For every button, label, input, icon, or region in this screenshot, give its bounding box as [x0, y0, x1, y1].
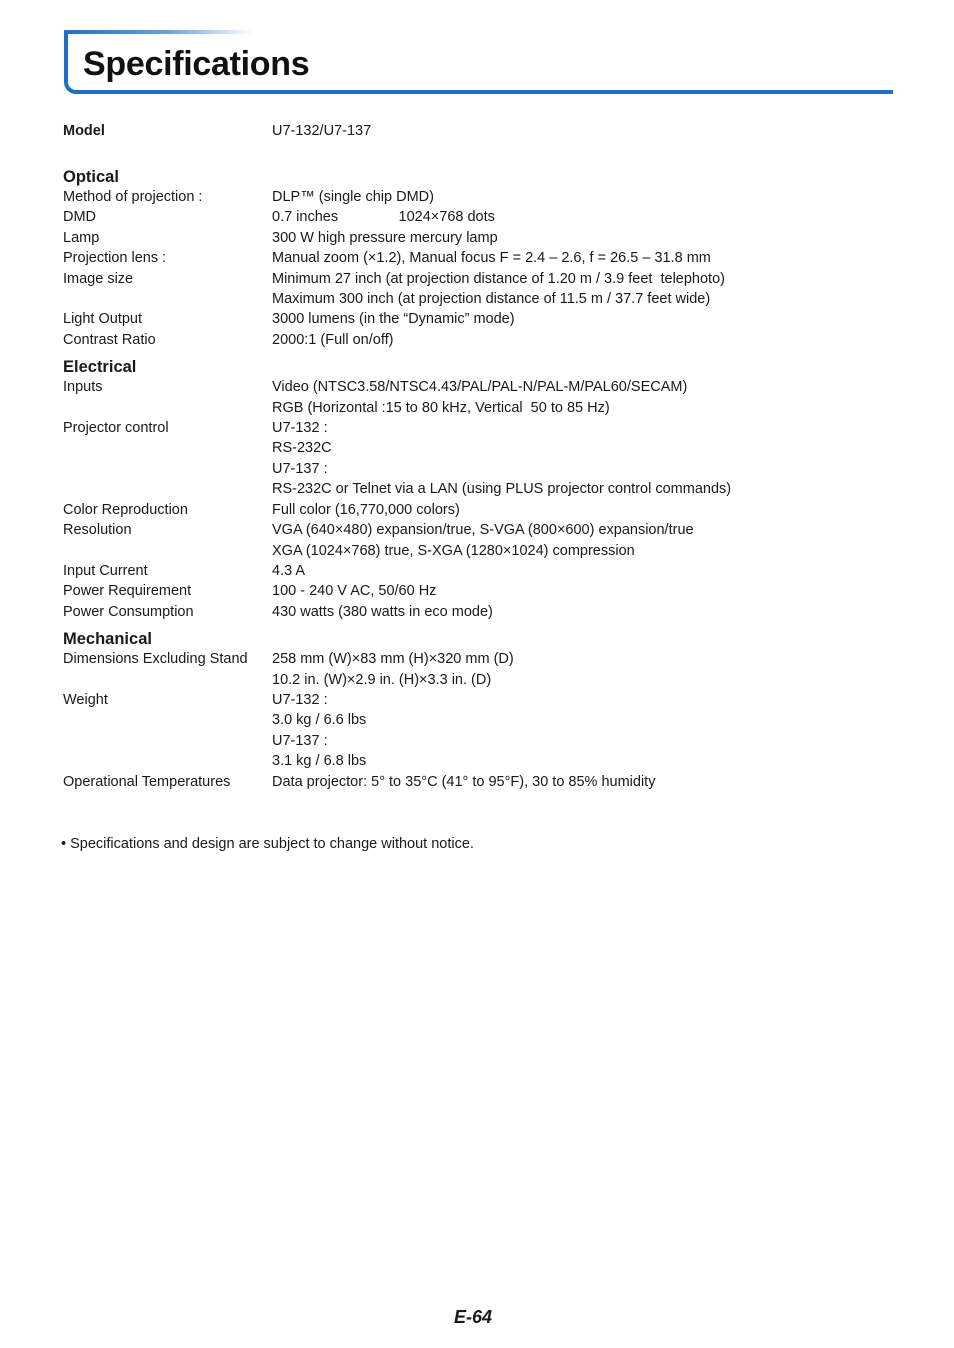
- spec-label: Color Reproduction: [63, 501, 188, 518]
- spec-values: [272, 207, 903, 227]
- spec-value-line: Manual zoom (×1.2), Manual focus F = 2.4 – 2.6, f = 26.5 – 31.8 mm: [272, 250, 711, 267]
- spec-values: [272, 602, 903, 622]
- spec-label: Projector control: [63, 420, 169, 437]
- spec-value-line: U7-132 :: [272, 691, 328, 708]
- spec-row: [63, 187, 903, 207]
- spec-row: [63, 520, 903, 561]
- spec-value-line: 2000:1 (Full on/off): [272, 331, 394, 348]
- spec-value-line: Full color (16,770,000 colors): [272, 501, 460, 518]
- spec-values: [272, 187, 903, 207]
- section-heading: Electrical: [63, 358, 137, 377]
- spec-values: [272, 500, 903, 520]
- spec-value-line: 430 watts (380 watts in eco mode): [272, 603, 493, 620]
- spec-value-line: U7-137 :: [272, 460, 328, 477]
- spec-label: DMD: [63, 209, 97, 226]
- page-number: E-64: [454, 1307, 493, 1327]
- spec-value-line: 3000 lumens (in the “Dynamic” mode): [272, 311, 515, 328]
- spec-value-line: Video (NTSC3.58/NTSC4.43/PAL/PAL-N/PAL-M/PAL60/SECAM): [272, 379, 688, 396]
- spec-value-line: RGB (Horizontal :15 to 80 kHz, Vertical 50 to 85 Hz): [272, 399, 610, 416]
- spec-values: [272, 309, 903, 329]
- spec-label: Method of projection :: [63, 189, 203, 205]
- spec-label: Power Consumption: [63, 603, 194, 620]
- spec-value-line: 100 - 240 V AC, 50/60 Hz: [272, 583, 437, 600]
- spec-row: [63, 500, 903, 520]
- spec-row: [63, 649, 903, 690]
- spec-values: [272, 377, 903, 418]
- spec-label: Light Output: [63, 311, 142, 328]
- spec-label: Operational Temperatures: [63, 773, 231, 790]
- spec-values: [272, 649, 903, 690]
- spec-value-line: DLP™ (single chip DMD): [272, 189, 434, 205]
- spec-values: [272, 418, 903, 500]
- spec-values: [272, 330, 903, 350]
- spec-value-line: Data projector: 5° to 35°C (41° to 95°F), 30 to 85% humidity: [272, 773, 656, 790]
- title-accent-line: [64, 30, 254, 34]
- spec-label: Resolution: [63, 522, 132, 539]
- spec-label: Image size: [63, 270, 134, 287]
- spec-row: [63, 377, 903, 418]
- spec-value-line: U7-137 :: [272, 732, 328, 749]
- spec-value-line: 258 mm (W)×83 mm (H)×320 mm (D): [272, 651, 514, 668]
- section-heading: Optical: [63, 168, 119, 186]
- spec-label: Input Current: [63, 562, 148, 579]
- spec-value-line: 0.7 inches 1024×768 dots: [272, 209, 495, 226]
- spec-label: Lamp: [63, 229, 100, 246]
- spec-values: [272, 269, 903, 310]
- spec-row: [63, 561, 903, 581]
- footnote: • Specifications and design are subject to change without notice.: [61, 836, 474, 852]
- spec-row: [63, 581, 903, 601]
- spec-values: [272, 248, 903, 268]
- spec-section-optical: [63, 167, 903, 350]
- spec-label: Contrast Ratio: [63, 331, 156, 348]
- spec-value-line: VGA (640×480) expansion/true, S-VGA (800×600) expansion/true: [272, 522, 694, 539]
- model-label: Model: [63, 123, 105, 139]
- spec-row: [63, 330, 903, 350]
- section-heading: Mechanical: [63, 630, 152, 649]
- spec-values: [272, 690, 903, 772]
- spec-row: [63, 309, 903, 329]
- page-title: Specifications: [83, 45, 310, 83]
- spec-values: [272, 228, 903, 248]
- spec-row: [63, 602, 903, 622]
- spec-label: Dimensions Excluding Stand: [63, 651, 248, 668]
- spec-table: [63, 167, 903, 792]
- spec-value-line: XGA (1024×768) true, S-XGA (1280×1024) compression: [272, 542, 635, 559]
- spec-section-mechanical: [63, 629, 903, 792]
- spec-value-line: Maximum 300 inch (at projection distance of 11.5 m / 37.7 feet wide): [272, 291, 711, 308]
- spec-values: [272, 520, 903, 561]
- spec-value-line: U7-132 :: [272, 420, 328, 437]
- spec-row: [63, 690, 903, 772]
- spec-row: [63, 269, 903, 310]
- spec-section-electrical: [63, 357, 903, 622]
- spec-label: Inputs: [63, 379, 103, 396]
- spec-value-line: RS-232C or Telnet via a LAN (using PLUS projector control commands): [272, 481, 732, 498]
- spec-values: [272, 581, 903, 601]
- spec-row: [63, 228, 903, 248]
- spec-row: [63, 418, 903, 500]
- spec-row: [63, 248, 903, 268]
- spec-values: [272, 772, 903, 792]
- spec-values: [272, 561, 903, 581]
- spec-value-line: 4.3 A: [272, 562, 306, 579]
- spec-value-line: 3.0 kg / 6.6 lbs: [272, 712, 367, 729]
- spec-row: [63, 207, 903, 227]
- spec-label: Weight: [63, 691, 108, 708]
- spec-label: Projection lens :: [63, 250, 167, 267]
- spec-value-line: 3.1 kg / 6.8 lbs: [272, 753, 367, 770]
- spec-row: [63, 772, 903, 792]
- spec-label: Power Requirement: [63, 583, 192, 600]
- spec-value-line: 10.2 in. (W)×2.9 in. (H)×3.3 in. (D): [272, 671, 492, 688]
- spec-value-line: RS-232C: [272, 440, 332, 457]
- model-value: U7-132/U7-137: [272, 123, 372, 139]
- spec-value-line: Minimum 27 inch (at projection distance of 1.20 m / 3.9 feet telephoto): [272, 270, 725, 287]
- spec-value-line: 300 W high pressure mercury lamp: [272, 229, 498, 246]
